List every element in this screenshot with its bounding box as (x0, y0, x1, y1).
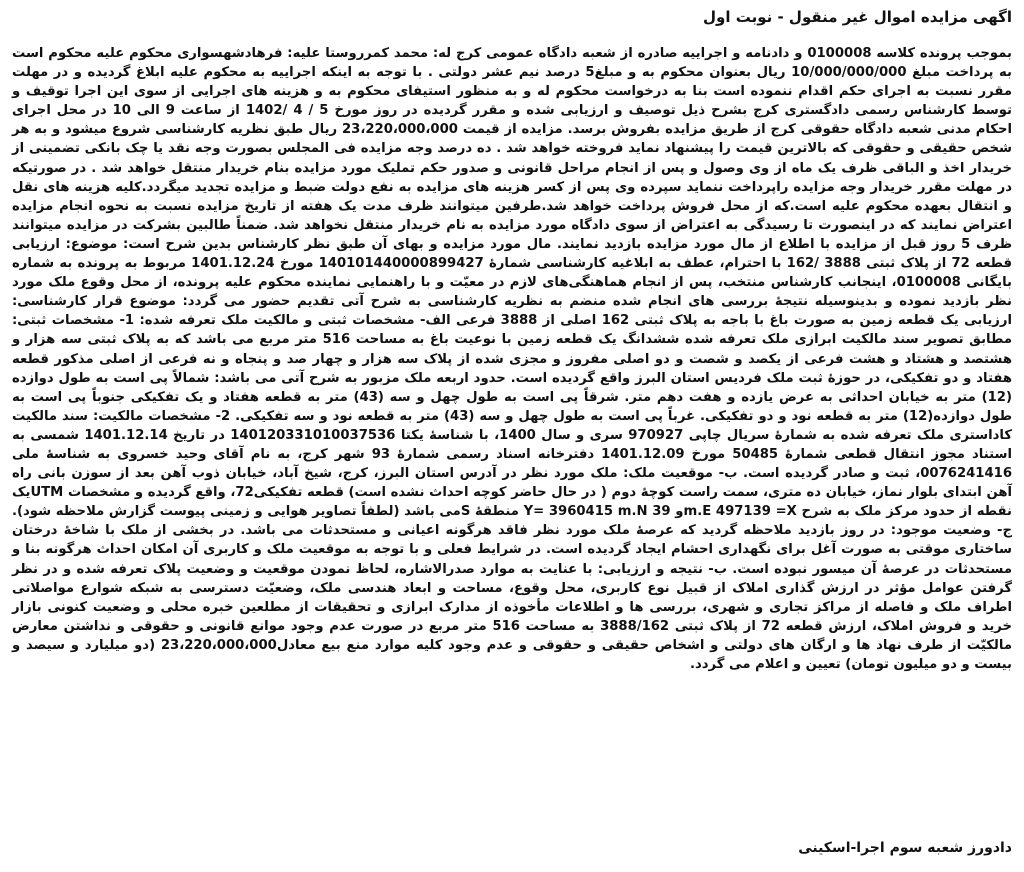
notice-signature: دادورز شعبه سوم اجرا-اسکینی (798, 840, 1012, 856)
notice-body: بموجب پرونده کلاسه 0100008 و دادنامه و اجراییه صادره از شعبه دادگاه عمومی کرج له: محمد کمرروستا علیه: فرهادشهسواری محکوم علیه محکوم است به پرداخت مبلغ 10/000/000/000 ریال بعنوان محکوم به و مبلغ5 درصد نیم عشر دولتی . با توجه به اینکه اجراییه به محکوم علیه ابلاغ گردیده و در مهلت مقرر نسبت به اجرای حکم اقدام ننموده است بنا به درخواست محکوم له و به منظور استیفای محکوم به و هزینه های اجرایی از سوی این اجرا توقیف و توسط کارشناس رسمی دادگستری کرج بشرح ذیل توصیف و ارزیابی شده و مقرر گردیده در روز مورخ 5 / 4 /1402 از ساعت 9 الی 10 در محل اجرای احکام مدنی شعبه دادگاه حقوقی کرج از طریق مزایده بفروش برسد. مزایده از قیمت 23،220،000،000 ریال طبق نظریه کارشناسی شروع میشود و به هر شخص حقیقی و حقوقی که بالاترین قیمت را پیشنهاد نماید فروخته خواهد شد . ده درصد وجه مزایده فی المجلس بصورت وجه نقد یا چک بانکی تضمینی از خریدار اخذ و الباقی ظرف یک ماه از وی وصول و پس از انجام مراحل قانونی و صدور حکم تملیک مورد مزایده بنام خریدار منتقل خواهد شد . در صورتیکه در مهلت مقرر خریدار وجه مزایده راپرداخت ننماید سپرده وی پس از کسر هزینه های مزایده به نفع دولت ضبط و مزایده تجدید میگردد.کلیه هزینه های نقل و انتقال بعهده محکوم علیه است.که از محل فروش پرداخت خواهد شد.طرفین میتوانند ظرف مدت یک هفته از تاریخ مزایده نسبت به نحوه انجام مزایده اعتراض نمایند که در اینصورت تا رسیدگی به اعتراض از سوی دادگاه مورد مزایده به نام خریدار منتقل نخواهد شد. ضمناً طالبین بشرکت در مزایده میتوانند ظرف 5 روز قبل از مزایده با اطلاع از مال مورد مزایده بازدید نمایند. مال مورد مزایده و بهای آن طبق نظر کارشناس بدین شرح است: موضوع: ارزیابی قطعه 72 از پلاک ثبتی 3888 /162 با احترام، عطف به ابلاغیه کارشناسی شمارۀ 140101440000899427 مورخ 1401.12.24 مربوط به پرونده به شماره بایگانی 0100008، اینجانب کارشناس منتخب، پس از انجام هماهنگی‌های لازم در معیّت و با راهنمایی نماینده محکوم علیه پرونده، از محل وقوع ملک مورد نظر بازدید نموده و بدینوسیله نتیجۀ بررسی های انجام شده منضم به نظریه کارشناسی به شرح آتی تقدیم حضور می گردد: موضوع قرار کارشناسی: ارزیابی یک قطعه زمین به صورت باغ با باجه به پلاک ثبتی 162 اصلی از 3888 فرعی الف- مشخصات ثبتی و مالکیت ملک تعرفه شده: 1- مشخصات ثبتی: مطابق تصویر سند مالکیت ابرازی ملک تعرفه شده ششدانگ یک قطعه زمین با نوعیت باغ به مساحت 516 متر مربع می باشد که به پلاک ثبتی سه هزار و هشتصد و هشتاد و هشت فرعی از یکصد و شصت و دو اصلی مفروز و مجزی شده از پلاک سه هزار و چهار صد و پنجاه و نه فرعی از اصلی مذکور قطعه هفتاد و دو تفکیکی، در حوزۀ ثبت ملک فردیس استان البرز واقع گردیده است. حدود اربعه ملک مزبور به شرح آتی می باشد: شمالاً پی است به طول دوازده (12) متر به خیابان احداثی به عرض یازده و هفت دهم متر. شرقاً پی است به طول چهل و سه (43) متر به قطعه هفتاد و یک تفکیکی جنوباً پی است به طول دوازده(12) متر به قطعه نود و دو تفکیکی. غرباً پی است به طول چهل و سه (43) متر به قطعه نود و سه تفکیکی. 2- مشخصات مالکیت: سند مالکیت کاداستری ملک تعرفه شده به شمارۀ سریال چاپی 970927 سری و سال 1400، با شناسۀ یکتا 140120331010037536 در تاریخ 1401.12.14 شمسی به استناد مجوز انتقال قطعی شمارۀ 50485 مورخ 1401.12.09 دفترخانه اسناد رسمی شمارۀ 93 شهر کرج، به نام آقای وحید خسروی به شناسۀ ملی 0076241416، ثبت و صادر گردیده است. ب- موقعیت ملک: ملک مورد نظر در آدرس استان البرز، کرج، شیخ آباد، خیابان ذوب آهن بعد از سوزن بانی راه آهن ابتدای بلوار نماز، خیابان ده متری، سمت راست کوچۀ دوم ( در حال حاضر کوچه احداث نشده است) قطعه تفکیکی72، واقع گردیده و مشخصات UTMیک نقطه از حدود مرکز ملک به شرح m.E 497139 =Xو Y= 3960415 m.N 39 منطقۀ Sمی باشد (لطفاً تصاویر هوایی و زمینی پیوست گزارش ملاحظه شود). ج- وضعیت موجود: در روز بازدید ملاحظه گردید که عرصۀ ملک مورد نظر فاقد هرگونه اعیانی و مستحدثات می باشد. در بخشی از ملک با شاخۀ درختان ساختاری موقتی به صورت آغل برای نگهداری احشام ایجاد گردیده است. در شرایط فعلی و با توجه به موقعیت ملک و کاربری آن امکان احداث هرگونه بنا و مستحدثات در عرصۀ آن میسور نبوده است. ب- نتیجه و ارزیابی: با عنایت به موارد صدرالاشاره، لحاظ نمودن موقعیت و وضعیت پلاک تعرفه شده و در نظر گرفتن عوامل مؤثر در ارزش گذاری املاک از قبیل نوع کاربری، محل وقوع، مساحت و ابعاد هندسی ملک، وضعیّت دسترسی به شبکه شوارع مواصلاتی اطراف ملک و فاصله از مراکز تجاری و شهری، بررسی ها و اطلاعات مأخوذه از مدارک ابرازی و تحقیقات از مطلعین خبره محلی و وضعیت کنونی بازار خرید و فروش املاک، ارزش قطعه 72 از پلاک ثبتی 3888/162 به مساحت 516 متر مربع در صورت عدم وجود موانع قانونی و حقوقی و نداشتن معارض مالکیّت از طرف نهاد ها و ارگان های دولتی و اشخاص حقیقی و حقوقی و عدم وجود کلیه موارد منع بیع معادل23،220،000،000 (دو میلیارد و سیصد و بیست و دو میلیون تومان) تعیین و اعلام می گردد. (12, 46, 1013, 672)
notice-title: اگهی مزایده اموال غیر منقول - نوبت اول (703, 8, 1012, 26)
